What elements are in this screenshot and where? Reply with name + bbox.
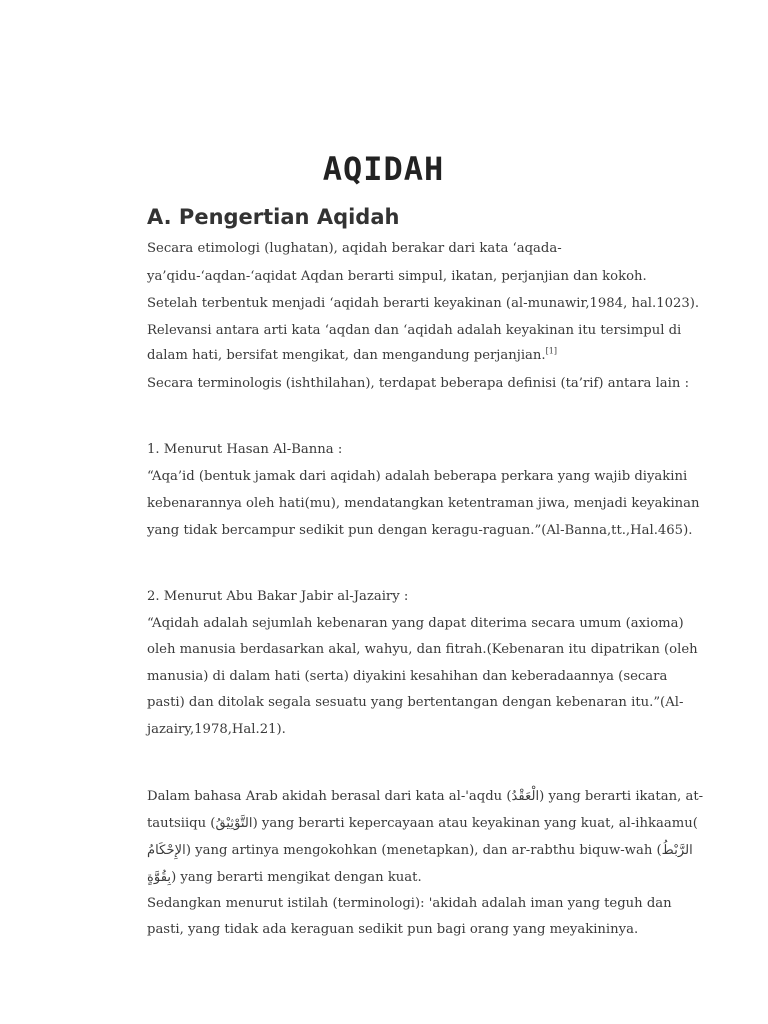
arabic-paragraph-line-2: tautsiiqu (التَّوْثِيْقُ) yang berarti kepercayaan atau keyakinan yang kuat, al-ihkaamu( bbox=[147, 816, 698, 831]
definition-2-line-1: “Aqidah adalah sejumlah kebenaran yang dapat diterima secara umum (axioma) bbox=[147, 616, 684, 631]
intro-line-1: Secara etimologi (lughatan), aqidah berakar dari kata ‘aqada- bbox=[147, 241, 562, 256]
arabic-paragraph-line-6: pasti, yang tidak ada keraguan sedikit pun bagi orang yang meyakininya. bbox=[147, 922, 639, 937]
intro-line-3: Setelah terbentuk menjadi ‘aqidah berarti keyakinan (al-munawir,1984, hal.1023). bbox=[147, 296, 700, 311]
definition-1-line-1: “Aqa’id (bentuk jamak dari aqidah) adalah beberapa perkara yang wajib diyakini bbox=[147, 469, 688, 484]
arabic-paragraph-line-3: الإِحْكَامُ) yang artinya mengokohkan (menetapkan), dan ar-rabthu biquw-wah (الرَّبْطُ bbox=[147, 843, 693, 858]
arabic-paragraph-line-4: بِقُوَّةٍ) yang berarti mengikat dengan kuat. bbox=[147, 870, 422, 885]
definition-1-line-2: kebenarannya oleh hati(mu), mendatangkan ketentraman jiwa, menjadi keyakinan bbox=[147, 496, 700, 511]
footnote-link[interactable]: [1] bbox=[545, 346, 557, 356]
definition-2-heading: 2. Menurut Abu Bakar Jabir al-Jazairy : bbox=[147, 589, 409, 604]
definition-2-line-2: oleh manusia berdasarkan akal, wahyu, dan fitrah.(Kebenaran itu dipatrikan (oleh bbox=[147, 642, 698, 657]
arabic-paragraph-line-5: Sedangkan menurut istilah (terminologi): 'akidah adalah iman yang teguh dan bbox=[147, 896, 672, 911]
intro-line-6: Secara terminologis (ishthilahan), terdapat beberapa definisi (ta’rif) antara lain : bbox=[147, 376, 690, 391]
intro-line-4: Relevansi antara arti kata ‘aqdan dan ‘aqidah adalah keyakinan itu tersimpul di bbox=[147, 323, 682, 338]
definition-2-line-5: jazairy,1978,Hal.21). bbox=[147, 722, 286, 737]
arabic-paragraph-line-1: Dalam bahasa Arab akidah berasal dari kata al-'aqdu (الْعَقْدُ) yang berarti ikatan, at- bbox=[147, 789, 704, 804]
document-title: AQIDAH bbox=[322, 150, 445, 188]
section-heading: A. Pengertian Aqidah bbox=[147, 205, 400, 229]
intro-line-5-text: dalam hati, bersifat mengikat, dan mengandung perjanjian. bbox=[147, 348, 546, 363]
definition-1-line-3: yang tidak bercampur sedikit pun dengan keragu-raguan.”(Al-Banna,tt.,Hal.465). bbox=[147, 523, 693, 538]
intro-line-5 bbox=[147, 347, 557, 365]
definition-2-line-4: pasti) dan ditolak segala sesuatu yang bertentangan dengan kebenaran itu.”(Al- bbox=[147, 695, 684, 710]
definition-2-line-3: manusia) di dalam hati (serta) diyakini kesahihan dan keberadaannya (secara bbox=[147, 669, 668, 684]
intro-line-2: ya’qidu-‘aqdan-‘aqidat Aqdan berarti simpul, ikatan, perjanjian dan kokoh. bbox=[147, 269, 647, 284]
definition-1-heading: 1. Menurut Hasan Al-Banna : bbox=[147, 442, 343, 457]
